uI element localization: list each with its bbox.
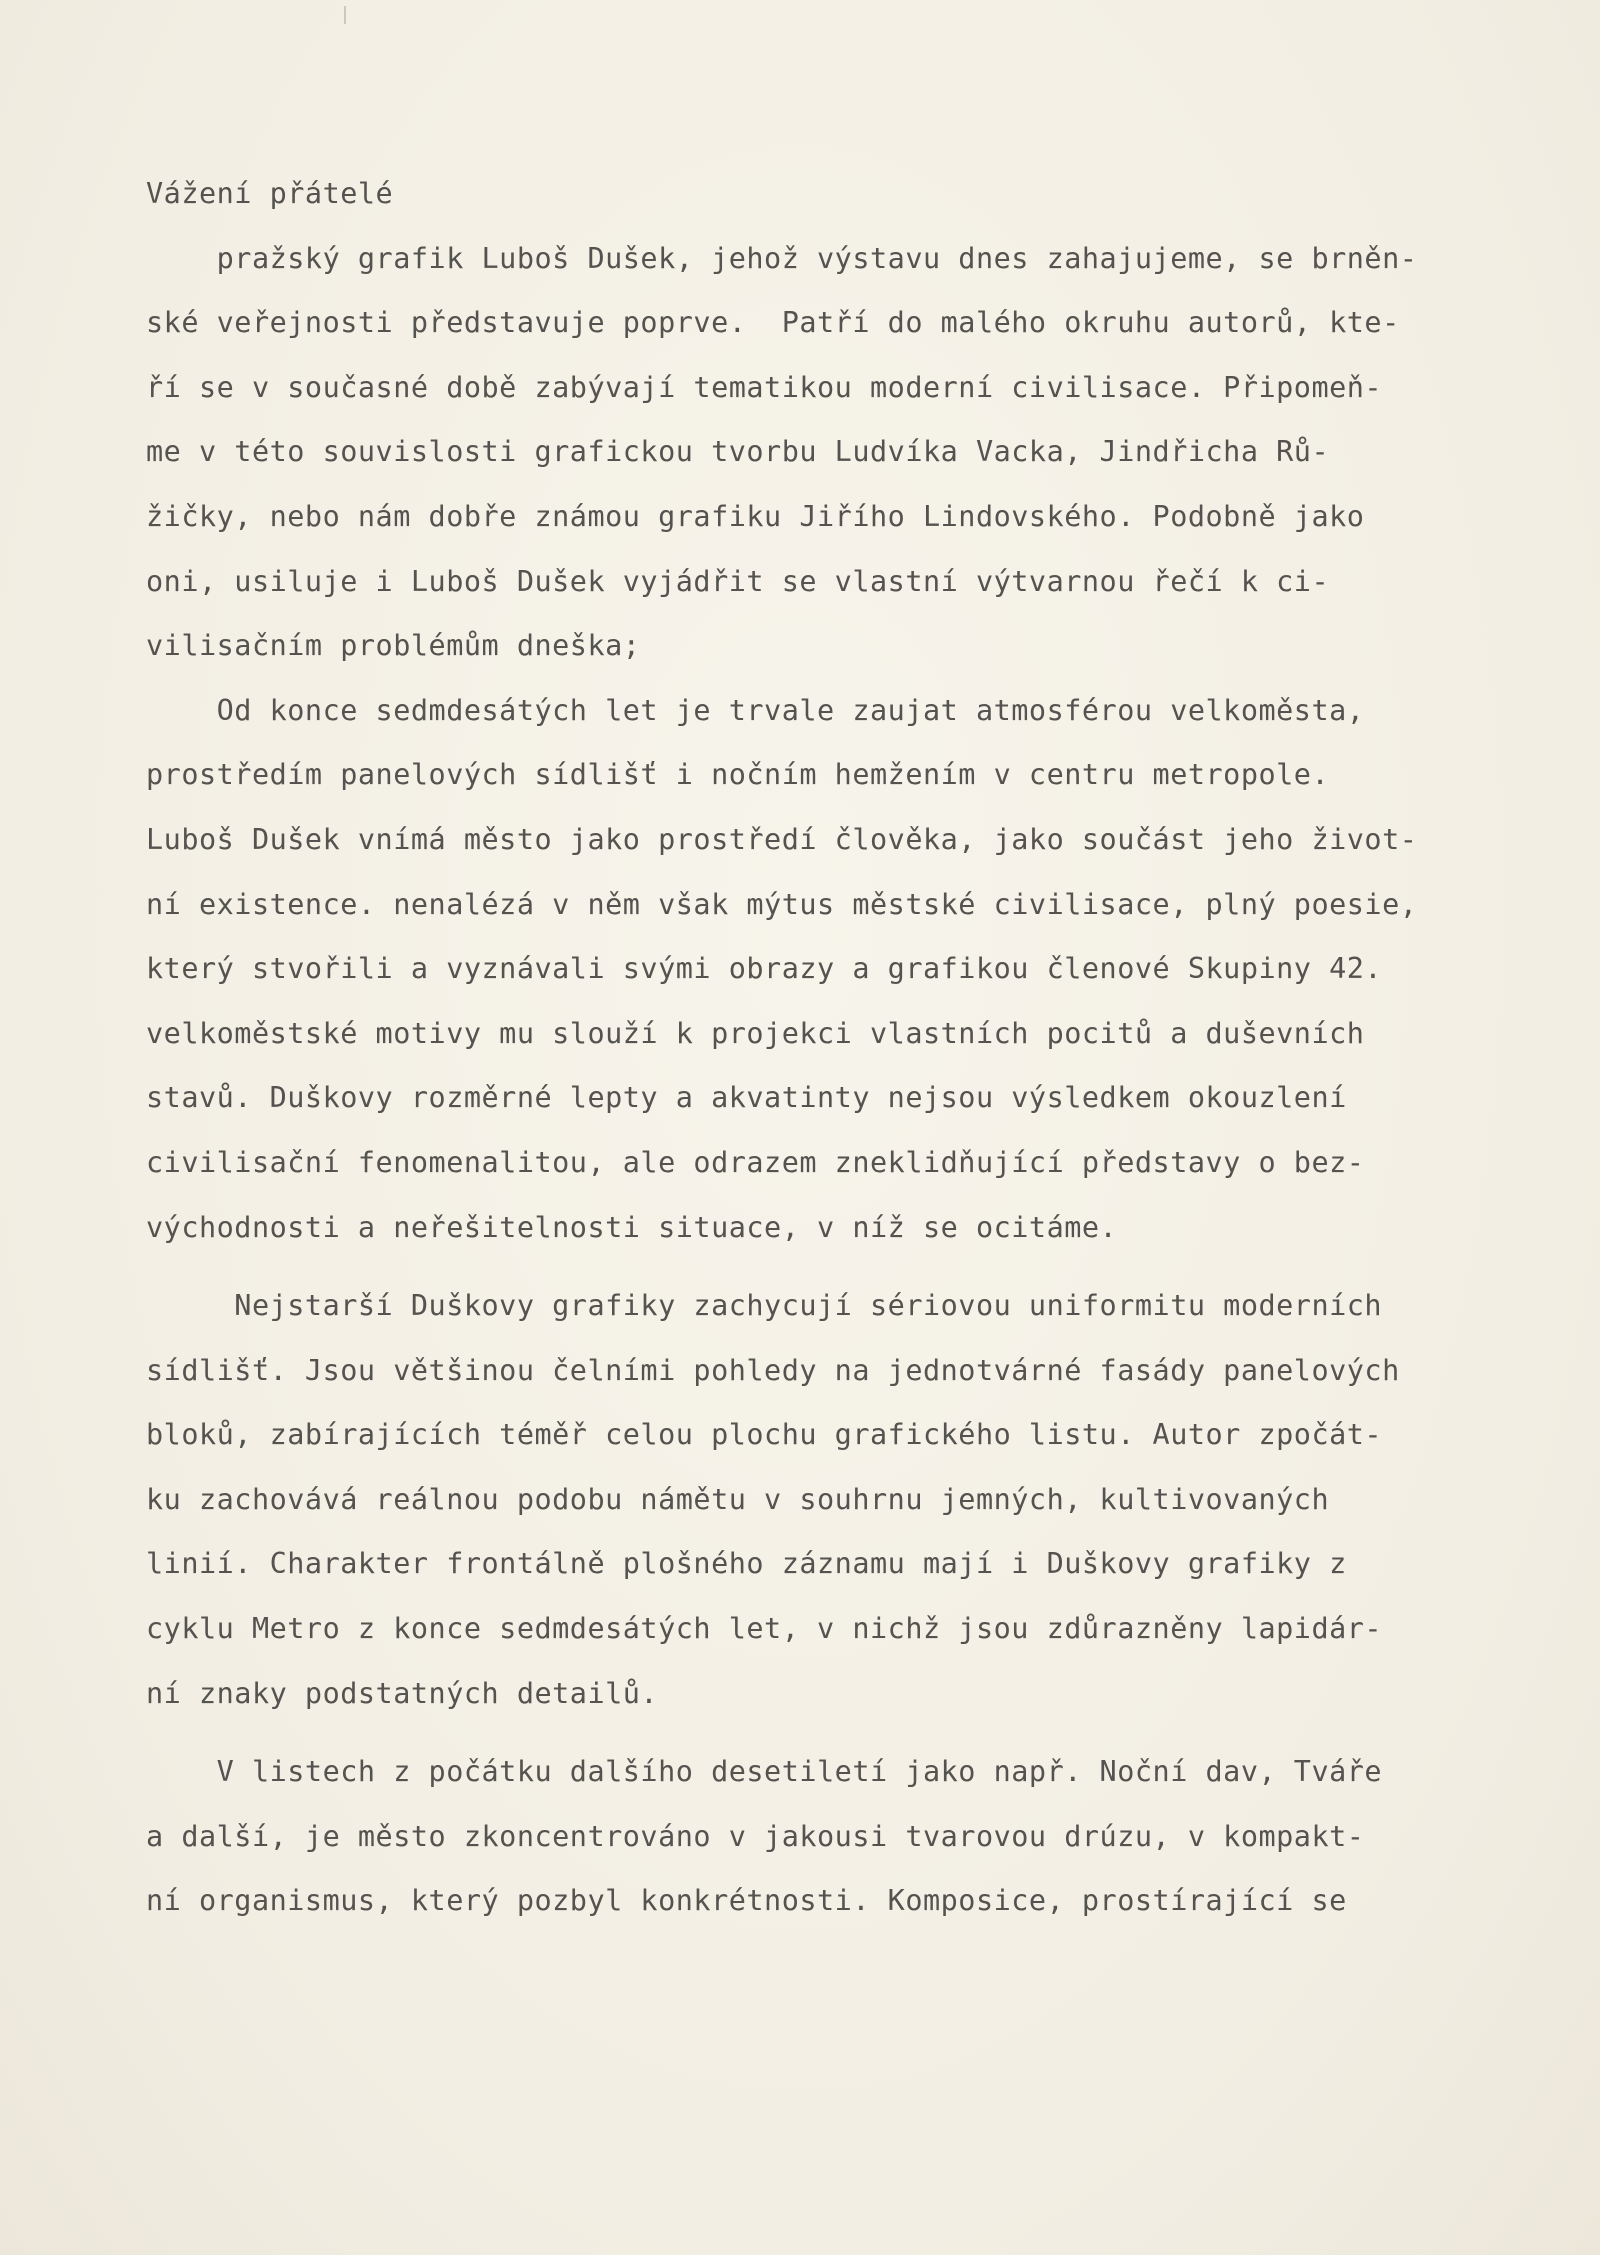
text-line: ské veřejnosti představuje poprve. Patří do malého okruhu autorů, kte- — [146, 306, 1400, 340]
paragraph-2 — [146, 679, 1566, 1260]
text-line: ní organismus, který pozbyl konkrétnosti. Komposice, prostírající se — [146, 1884, 1347, 1918]
text-line: a další, je město zkoncentrováno v jakousi tvarovou drúzu, v kompakt- — [146, 1819, 1365, 1853]
salutation: Vážení přátelé — [146, 177, 394, 210]
text-line: bloků, zabírajících téměř celou plochu grafického listu. Autor zpočát- — [146, 1418, 1383, 1452]
text-line: Nejstarší Duškovy grafiky zachycují sériovou uniformitu moderních — [146, 1289, 1383, 1323]
text-line: Luboš Dušek vnímá město jako prostředí člověka, jako součást jeho život- — [146, 822, 1418, 856]
text-line: stavů. Duškovy rozměrné lepty a akvatinty nejsou výsledkem okouzlení — [146, 1081, 1347, 1115]
paragraph-1 — [146, 227, 1566, 679]
paragraph-4 — [146, 1740, 1566, 1934]
text-line: cyklu Metro z konce sedmdesátých let, v nichž jsou zdůrazněny lapidár- — [146, 1612, 1383, 1646]
text-line: ní existence. nenalézá v něm však mýtus městské civilisace, plný poesie, — [146, 887, 1418, 921]
text-line: Od konce sedmdesátých let je trvale zaujat atmosférou velkoměsta, — [146, 693, 1365, 727]
text-line: žičky, nebo nám dobře známou grafiku Jiřího Lindovského. Podobně jako — [146, 499, 1365, 533]
text-line: prostředím panelových sídlišť i nočním hemžením v centru metropole. — [146, 758, 1330, 792]
text-line: ří se v současné době zabývají tematikou moderní civilisace. Připomeň- — [146, 370, 1383, 404]
text-line: oni, usiluje i Luboš Dušek vyjádřit se vlastní výtvarnou řečí k ci- — [146, 564, 1330, 598]
text-line: sídlišť. Jsou většinou čelními pohledy na jednotvárné fasády panelových — [146, 1353, 1400, 1387]
text-line: linií. Charakter frontálně plošného záznamu mají i Duškovy grafiky z — [146, 1547, 1347, 1581]
text-line: ku zachovává reálnou podobu námětu v souhrnu jemných, kultivovaných — [146, 1482, 1330, 1516]
text-line: V listech z počátku dalšího desetiletí jako např. Noční dav, Tváře — [146, 1755, 1383, 1789]
paragraph-gap — [146, 1260, 1566, 1274]
text-line: vilisačním problémům dneška; — [146, 629, 641, 663]
paragraph-3 — [146, 1274, 1566, 1726]
text-line: pražský grafik Luboš Dušek, jehož výstavu dnes zahajujeme, se brněn- — [146, 241, 1418, 275]
typewritten-letter — [146, 162, 1566, 1934]
text-line: východnosti a neřešitelnosti situace, v níž se ocitáme. — [146, 1210, 1118, 1244]
paragraph-gap — [146, 1726, 1566, 1740]
text-line: civilisační fenomenalitou, ale odrazem zneklidňující představy o bez- — [146, 1145, 1365, 1179]
paper-mark — [344, 6, 346, 24]
text-line: velkoměstské motivy mu slouží k projekci vlastních pocitů a duševních — [146, 1016, 1365, 1050]
text-line: ní znaky podstatných detailů. — [146, 1676, 659, 1710]
text-line: který stvořili a vyznávali svými obrazy a grafikou členové Skupiny 42. — [146, 952, 1383, 986]
text-line: me v této souvislosti grafickou tvorbu Ludvíka Vacka, Jindřicha Rů- — [146, 435, 1330, 469]
